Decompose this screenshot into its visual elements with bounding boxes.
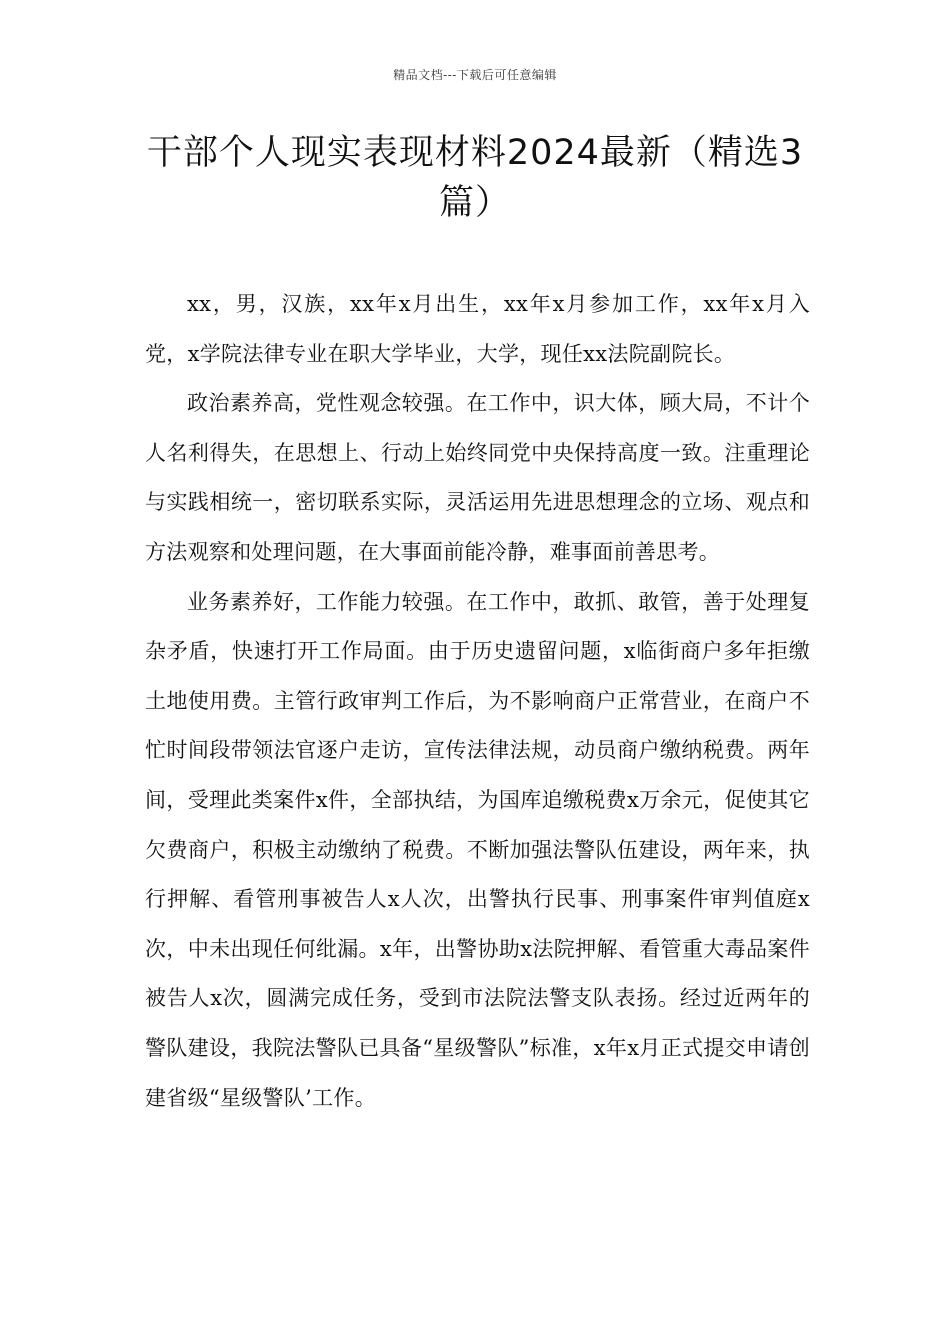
page-header-watermark: 精品文档---下载后可任意编辑 <box>393 68 557 82</box>
paragraph-political-quality: 政治素养高，党性观念较强。在工作中，识大体，顾大局，不计个人名利得失，在思想上、行动上始终同党中央保持高度一致。注重理论与实践相统一，密切联系实际，灵活运用先进思想理念的立场、观点和方法观察和处理问题，在大事面前能冷静，难事面前善思考。 <box>145 391 810 564</box>
document-body <box>145 280 810 1123</box>
paragraph-profile: xx，男，汉族，xx年x月出生，xx年x月参加工作，xx年x月入党，x学院法律专业在职大学毕业，大学，现任xx法院副院长。 <box>145 292 810 366</box>
document-title: 干部个人现实表现材料2024最新（精选3篇） <box>146 133 804 223</box>
paragraph-work-ability: 业务素养好，工作能力较强。在工作中，敢抓、敢管，善于处理复杂矛盾，快速打开工作局面。由于历史遗留问题，x临街商户多年拒缴土地使用费。主管行政审判工作后，为不影响商户正常营业，在商户不忙时间段带领法官逐户走访，宣传法律法规，动员商户缴纳税费。两年间，受理此类案件x件，全部执结，为国库追缴税费x万余元，促使其它欠费商户，积极主动缴纳了税费。不断加强法警队伍建设，两年来，执行押解、看管刑事被告人x人次，出警执行民事、刑事案件审判值庭x次，中未出现任何纰漏。x年，出警协助x法院押解、看管重大毒品案件被告人x次，圆满完成任务，受到市法院法警支队表扬。经过近两年的警队建设，我院法警队已具备“星级警队”标准，x年x月正式提交申请创建省级“星级警队’工作。 <box>145 589 810 1110</box>
